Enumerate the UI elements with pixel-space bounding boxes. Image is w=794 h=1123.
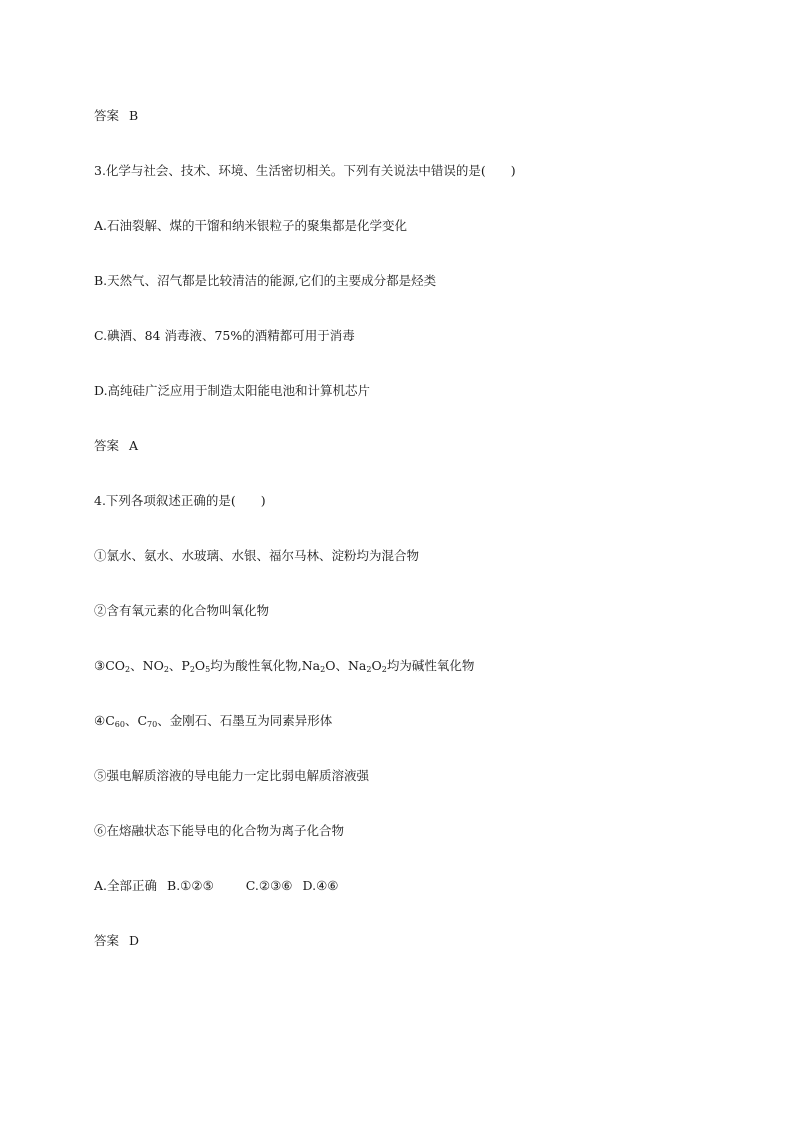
- choice-b: B.①②⑤: [167, 878, 214, 893]
- formula-text: 、金刚石、石墨互为同素异形体: [157, 713, 333, 728]
- formula-text: 、C: [124, 713, 148, 728]
- question-4-statement-2: ②含有氧元素的化合物叫氧化物: [94, 603, 270, 618]
- subscript: 2: [125, 665, 131, 674]
- subscript: 60: [114, 720, 125, 729]
- question-4-choices: [94, 878, 338, 894]
- formula-text: 、NO: [130, 658, 164, 673]
- choice-d: D.④⑥: [302, 878, 339, 893]
- formula-text: O: [194, 658, 206, 673]
- question-4-statement-4: [94, 713, 332, 729]
- subscript: 70: [147, 720, 158, 729]
- answer-label: 答案: [94, 108, 120, 123]
- subscript: 2: [366, 665, 372, 674]
- question-4-statement-5: ⑤强电解质溶液的导电能力一定比弱电解质溶液强: [94, 768, 370, 783]
- question-4-statement-6: ⑥在熔融状态下能导电的化合物为离子化合物: [94, 823, 345, 838]
- question-4-stem: 4.下列各项叙述正确的是( ): [94, 493, 266, 508]
- answer-value: A: [129, 438, 139, 453]
- question-3-option-c: C.碘酒、84 消毒液、75%的酒精都可用于消毒: [94, 328, 355, 343]
- answer-line-1: [94, 108, 138, 124]
- choice-c: C.②③⑥: [245, 878, 293, 893]
- subscript: 5: [205, 665, 211, 674]
- answer-line-3: [94, 933, 139, 949]
- formula-text: O、Na: [325, 658, 367, 673]
- answer-label: 答案: [94, 438, 120, 453]
- question-4-statement-1: ①氯水、氨水、水玻璃、水银、福尔马林、淀粉均为混合物: [94, 548, 420, 563]
- question-3-stem: 3.化学与社会、技术、环境、生活密切相关。下列有关说法中错误的是( ): [94, 163, 516, 178]
- formula-text: ④C: [94, 713, 115, 728]
- formula-text: ③CO: [94, 658, 126, 673]
- subscript: 2: [189, 665, 195, 674]
- formula-text: 均为酸性氧化物,Na: [210, 658, 321, 673]
- subscript: 2: [163, 665, 169, 674]
- formula-text: O: [371, 658, 382, 673]
- question-3-option-a: A.石油裂解、煤的干馏和纳米银粒子的聚集都是化学变化: [94, 218, 408, 233]
- subscript: 2: [320, 665, 326, 674]
- formula-text: 均为碱性氧化物: [386, 658, 475, 673]
- subscript: 2: [381, 665, 387, 674]
- answer-value: D: [129, 933, 140, 948]
- choice-a: A.全部正确: [94, 878, 158, 893]
- formula-text: 、P: [168, 658, 190, 673]
- question-3-option-b: B.天然气、沼气都是比较清洁的能源,它们的主要成分都是烃类: [94, 273, 437, 288]
- answer-line-2: [94, 438, 138, 454]
- question-4-statement-3: [94, 658, 474, 674]
- answer-label: 答案: [94, 933, 120, 948]
- answer-value: B: [129, 108, 139, 123]
- question-3-option-d: D.高纯硅广泛应用于制造太阳能电池和计算机芯片: [94, 383, 371, 398]
